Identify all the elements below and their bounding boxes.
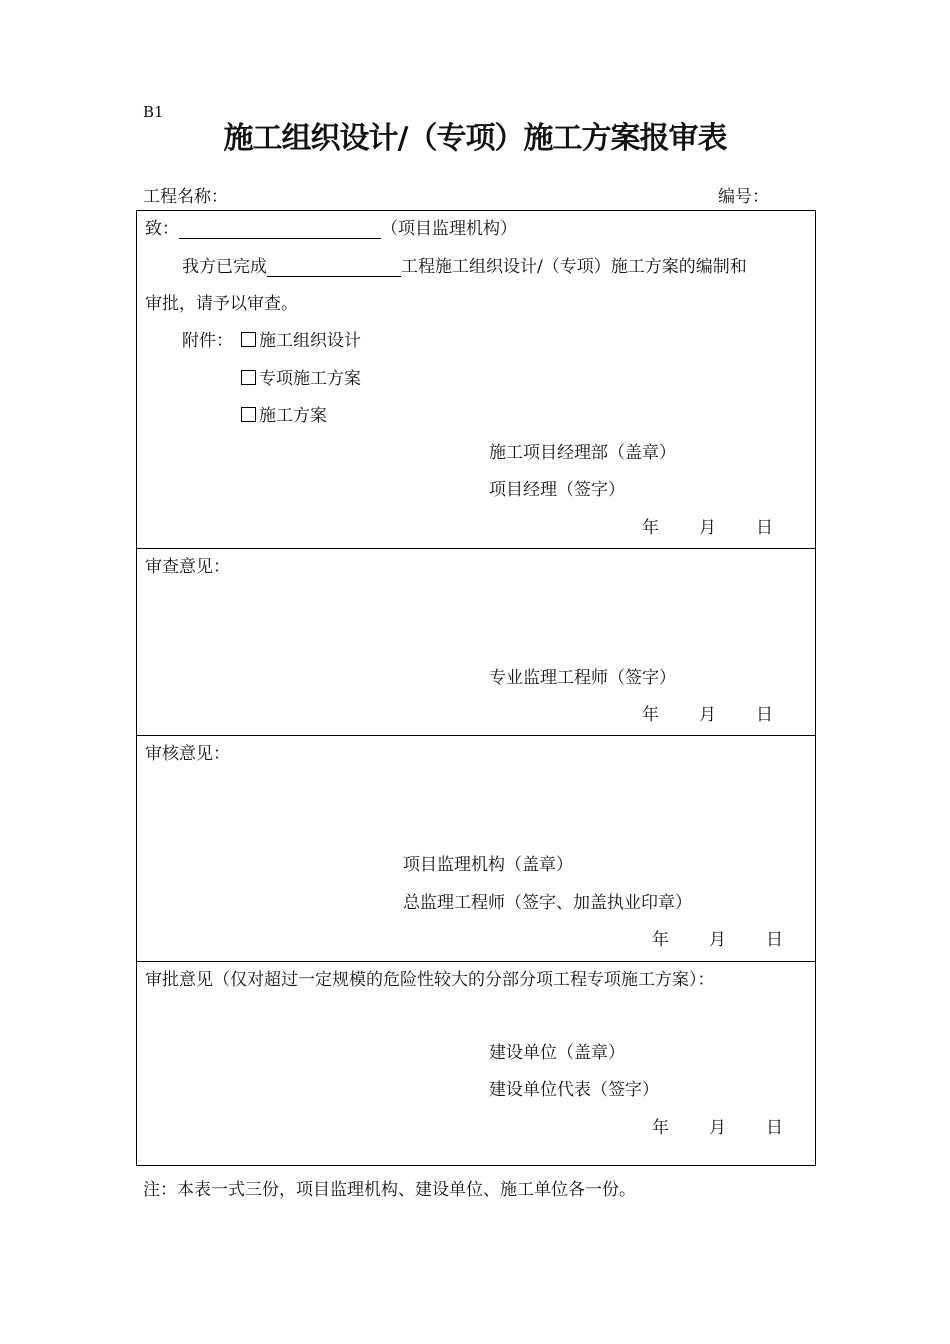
attachment-label-text: 专项施工方案 bbox=[259, 369, 361, 389]
signature-line: 建设单位代表（签字） bbox=[489, 1080, 659, 1100]
date-day: 日 bbox=[766, 1118, 783, 1138]
date-year: 年 bbox=[642, 518, 659, 538]
date-line bbox=[642, 700, 773, 725]
attachment-item[interactable] bbox=[241, 401, 327, 426]
audit-label: 审核意见： bbox=[145, 744, 230, 764]
form-code: B1 bbox=[143, 103, 164, 121]
to-blank[interactable] bbox=[179, 220, 381, 239]
signature-line: 建设单位（盖章） bbox=[489, 1043, 625, 1063]
completed-prefix: 我方已完成 bbox=[182, 257, 267, 277]
review-label: 审查意见： bbox=[145, 557, 230, 577]
date-day: 日 bbox=[756, 518, 773, 538]
footnote: 注：本表一式三份，项目监理机构、建设单位、施工单位各一份。 bbox=[143, 1180, 636, 1200]
date-month: 月 bbox=[709, 1118, 726, 1138]
approval-label: 审批意见（仅对超过一定规模的危险性较大的分部分项工程专项施工方案）： bbox=[145, 970, 715, 990]
page-title: 施工组织设计/（专项）施工方案报审表 bbox=[223, 121, 727, 156]
completed-line bbox=[182, 252, 747, 277]
to-label: 致： bbox=[145, 219, 179, 239]
date-year: 年 bbox=[652, 1118, 669, 1138]
attachment-item[interactable] bbox=[241, 364, 361, 389]
checkbox[interactable] bbox=[241, 370, 256, 385]
date-line bbox=[642, 513, 773, 538]
date-month: 月 bbox=[699, 705, 716, 725]
number-label: 编号： bbox=[718, 187, 769, 207]
completed-cont: 审批，请予以审查。 bbox=[145, 294, 298, 314]
to-line bbox=[145, 214, 517, 239]
completed-suffix: 工程施工组织设计/（专项）施工方案的编制和 bbox=[401, 257, 747, 277]
date-line bbox=[652, 1113, 783, 1138]
project-name-label: 工程名称： bbox=[143, 187, 228, 207]
signature-line: 项目经理（签字） bbox=[489, 480, 625, 500]
date-year: 年 bbox=[652, 930, 669, 950]
attachment-label-text: 施工方案 bbox=[259, 406, 327, 426]
date-year: 年 bbox=[642, 705, 659, 725]
section-divider bbox=[136, 548, 816, 549]
signature-line: 专业监理工程师（签字） bbox=[489, 668, 676, 688]
attachment-label-text: 施工组织设计 bbox=[259, 331, 361, 351]
to-suffix: （项目监理机构） bbox=[381, 219, 517, 239]
form-table bbox=[136, 210, 816, 1166]
signature-line: 总监理工程师（签字、加盖执业印章） bbox=[403, 893, 692, 913]
date-day: 日 bbox=[766, 930, 783, 950]
attachment-label: 附件： bbox=[182, 331, 233, 351]
checkbox[interactable] bbox=[241, 332, 256, 347]
signature-line: 施工项目经理部（盖章） bbox=[489, 443, 676, 463]
date-line bbox=[652, 925, 783, 950]
date-month: 月 bbox=[699, 518, 716, 538]
section-divider bbox=[136, 961, 816, 962]
checkbox[interactable] bbox=[241, 407, 256, 422]
section-divider bbox=[136, 735, 816, 736]
date-month: 月 bbox=[709, 930, 726, 950]
date-day: 日 bbox=[756, 705, 773, 725]
signature-line: 项目监理机构（盖章） bbox=[403, 855, 573, 875]
attachment-item[interactable] bbox=[241, 326, 361, 351]
completed-blank[interactable] bbox=[267, 258, 401, 277]
